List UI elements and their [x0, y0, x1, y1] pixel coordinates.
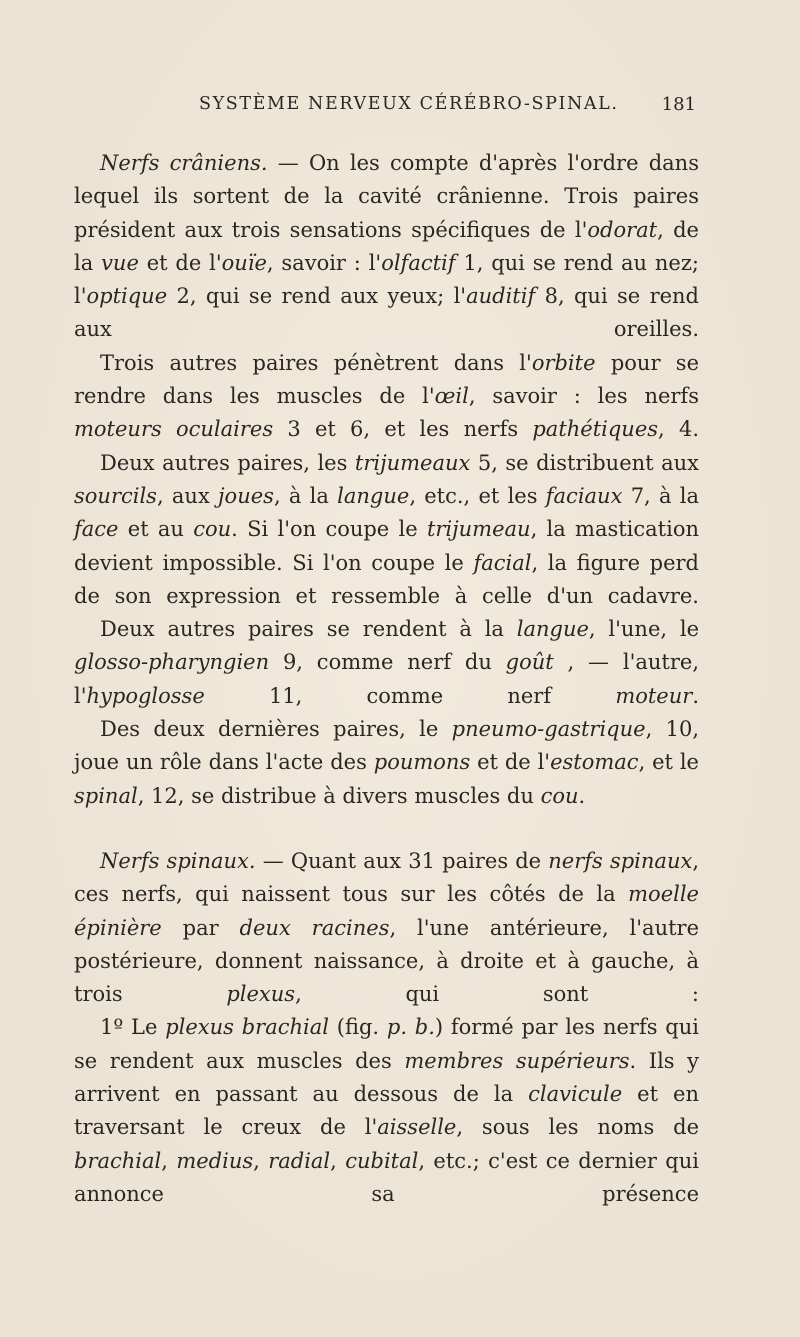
italic-term: face: [74, 517, 119, 542]
italic-term: olfactif: [381, 250, 456, 275]
text-run: , 12, se distribue à divers muscles du: [137, 783, 541, 808]
italic-term: auditif: [466, 284, 536, 309]
text-run: — On les compte d'après l'ordre dans lequel ils sortent de la cavité crânienne. Trois paires président aux trois sensations spécifiques de l': [74, 151, 699, 242]
italic-term: trijumeaux: [354, 450, 471, 475]
italic-term: aisselle: [377, 1115, 457, 1140]
italic-term: langue: [337, 483, 410, 508]
text-run: , la mastication devient impossible. Si l'on coupe le: [74, 517, 699, 575]
text-run: , à la: [273, 483, 338, 508]
text-run: , savoir : l': [266, 250, 382, 275]
section-heading-spinal-nerves: Nerfs spinaux.: [100, 849, 256, 873]
text-run: , l'une antérieure, l'autre postérieure, donnent naissance, à droite et à gauche, à trois: [74, 915, 699, 1007]
paragraph-brachial-plexus: [74, 1011, 699, 1211]
italic-term: moteur: [615, 683, 693, 708]
italic-term: radial: [268, 1148, 331, 1173]
italic-term: facial: [473, 550, 532, 575]
text-run: ) formé par les nerfs qui se rendent aux muscles des: [74, 1015, 699, 1073]
italic-term: plexus: [226, 982, 296, 1007]
text-run: 8, qui se rend aux oreilles.: [74, 284, 700, 342]
italic-term: spinal: [74, 783, 138, 808]
paragraph-cranial-nerves: [74, 147, 699, 347]
italic-term: clavicule: [528, 1082, 623, 1107]
italic-term: cubital: [345, 1148, 419, 1173]
text-block-cranial-nerves: [74, 147, 699, 813]
text-run: .: [692, 683, 699, 708]
text-run: . Si l'on coupe le: [231, 517, 427, 542]
italic-term: hypoglosse: [86, 683, 205, 708]
text-run: (fig.: [328, 1015, 387, 1040]
text-run: Deux autres paires, les: [100, 450, 355, 475]
text-run: 1º Le: [100, 1015, 166, 1040]
italic-term: trijumeau: [426, 517, 531, 542]
italic-term: moelle épinière: [74, 882, 699, 940]
italic-term: faciaux: [545, 483, 623, 508]
italic-term: orbite: [531, 350, 596, 375]
text-run: 7, à la: [622, 483, 699, 508]
text-run: et de l': [138, 250, 222, 275]
text-run: et en traversant le creux de l': [74, 1082, 699, 1140]
italic-term: membres supérieurs: [404, 1048, 630, 1073]
italic-term: joues: [218, 483, 274, 508]
text-run: Trois autres paires pénètrent dans l': [100, 350, 532, 375]
text-run: 5, se distribuent aux: [470, 450, 699, 475]
italic-term: cou: [540, 783, 579, 808]
italic-term: moteurs oculaires: [74, 417, 274, 442]
italic-term: pneumo-gastrique: [451, 717, 646, 742]
text-run: , l'une, le: [588, 617, 700, 642]
text-run: Des deux dernières paires, le: [100, 717, 452, 742]
text-run: 2, qui se rend aux yeux; l': [167, 284, 467, 309]
italic-term: poumons: [373, 750, 471, 775]
italic-term: glosso-pharyngien: [74, 650, 270, 675]
text-run: , savoir : les nerfs: [468, 384, 699, 409]
paragraph-spinal-nerves: [74, 845, 699, 1011]
text-run: , aux: [156, 483, 219, 508]
text-run: et de l': [470, 750, 551, 775]
italic-term: plexus brachial: [165, 1015, 329, 1040]
italic-term: vue: [101, 250, 139, 275]
text-run: , 10, joue un rôle dans l'acte des: [74, 717, 699, 775]
text-run: — Quant aux 31 paires de: [255, 849, 549, 873]
italic-term: brachial: [74, 1148, 162, 1173]
text-run: 9, comme nerf du: [269, 650, 506, 675]
italic-term: cou: [193, 517, 232, 542]
text-run: , qui sont :: [295, 982, 699, 1007]
page-header: [74, 94, 698, 124]
italic-term: medius: [176, 1148, 254, 1173]
text-run: 11, comme nerf: [204, 683, 616, 708]
text-run: par: [161, 915, 240, 940]
italic-term: goût: [505, 650, 554, 675]
italic-term: œil: [434, 384, 469, 409]
italic-term: langue: [516, 617, 589, 642]
italic-term: odorat: [587, 217, 658, 242]
text-run: 3 et 6, et les nerfs: [273, 417, 533, 442]
text-run: .: [578, 783, 586, 808]
text-run: et au: [118, 517, 194, 542]
italic-term: p. b.: [386, 1015, 435, 1040]
text-run: , ces nerfs, qui naissent tous sur les côtés de la: [74, 849, 699, 907]
text-run: , etc., et les: [409, 483, 546, 508]
page-number: 181: [661, 94, 696, 115]
text-run: ,: [253, 1148, 269, 1173]
italic-term: estomac: [550, 750, 639, 775]
text-run: . Ils y arrivent en passant au dessous de la: [74, 1048, 699, 1107]
text-run: , — l'autre, l': [74, 650, 699, 708]
paragraph-tongue: [74, 613, 699, 713]
paragraph-orbit: [74, 347, 699, 447]
text-run: , 4.: [658, 417, 699, 442]
text-run: , sous les noms de: [456, 1115, 699, 1140]
italic-term: sourcils: [74, 483, 157, 508]
section-heading-cranial-nerves: Nerfs crâniens.: [100, 151, 268, 175]
text-block-spinal-nerves: [74, 845, 699, 1211]
running-title: SYSTÈME NERVEUX CÉRÉBRO-SPINAL.: [199, 94, 619, 114]
italic-term: ouïe: [221, 250, 267, 275]
text-run: , et le: [638, 750, 699, 775]
text-run: , la figure perd de son expression et ressemble à celle d'un cadavre.: [74, 550, 699, 608]
text-run: ,: [161, 1148, 177, 1173]
text-run: , de la: [74, 217, 699, 275]
text-run: Deux autres paires se rendent à la: [100, 617, 517, 642]
text-run: ,: [330, 1148, 346, 1173]
text-run: 1, qui se rend au nez; l': [74, 250, 699, 309]
italic-term: nerfs spinaux: [548, 849, 693, 873]
text-run: pour se rendre dans les muscles de l': [74, 350, 699, 409]
paragraph-trigeminal: [74, 447, 699, 613]
paragraph-last-pairs: [74, 713, 699, 813]
italic-term: deux racines: [239, 915, 390, 940]
text-run: , etc.; c'est ce dernier qui annonce sa présence: [74, 1148, 699, 1206]
italic-term: pathétiques: [532, 417, 659, 442]
italic-term: optique: [86, 284, 168, 309]
